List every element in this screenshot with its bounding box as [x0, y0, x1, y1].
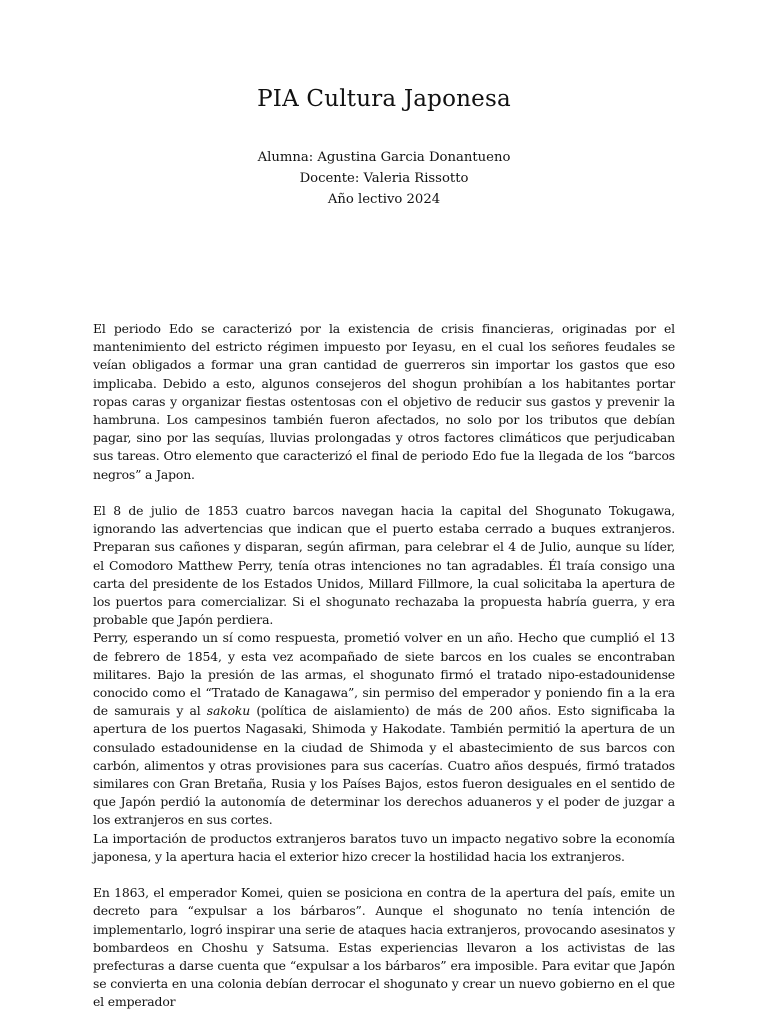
document-meta [0, 147, 768, 210]
paragraph-text-segment: Perry, esperando un sí como respuesta, prometió volver en un año. Hecho que cumplió el 13 de febrero de 1854, y esta vez acompañado de siete barcos en los cuales se encontraban militares. Bajo la presión de las armas, el shogunato firmó el tratado nipo-estadounidense conocido como el “Tratado de Kanagawa”, sin permiso del emperador y poniendo fin a la era de samurais y al [93, 630, 675, 719]
student-name: Alumna: Agustina Garcia Donantueno [257, 150, 511, 165]
paragraph-economic-impact: La importación de productos extranjeros baratos tuvo un impacto negativo sobre la economía japonesa, y la apertura hacia el exterior hizo crecer la hostilidad hacia los extranjeros. [93, 830, 675, 864]
paragraph-edo-period: El periodo Edo se caracterizó por la existencia de crisis financieras, originadas por el mantenimiento del estricto régimen impuesto por Ieyasu, en el cual los señores feudales se veían obligados a formar una gran cantidad de guerreros sin importar los gastos que eso implicaba. Debido a esto, algunos consejeros del shogun prohibían a los habitantes portar ropas caras y organizar fiestas ostentosas con el objetivo de reducir sus gastos y prevenir la hambruna. Los campesinos también fueron afectados, no solo por los tributos que debían pagar, sino por las sequías, lluvias prolongadas y otros factores climáticos que perjudicaban sus tareas. Otro elemento que caracterizó el final de periodo Edo fue la llegada de los “barcos negros” a Japon. [93, 321, 675, 482]
paragraph-emperor-komei: En 1863, el emperador Komei, quien se posiciona en contra de la apertura del país, emite un decreto para “expulsar a los bárbaros”. Aunque el shogunato no tenía intención de implementarlo, logró inspirar una serie de ataques hacia extranjeros, provocando asesinatos y bombardeos en Choshu y Satsuma. Estas experiencias llevaron a los activistas de las prefecturas a darse cuenta que “expulsar a los bárbaros” era imposible. Para evitar que Japón se convierta en una colonia debían derrocar el shogunato y crear un nuevo gobierno en el que el emperador [93, 885, 675, 1010]
school-year: Año lectivo 2024 [327, 192, 441, 207]
document-body [93, 320, 675, 1030]
paragraph-kanagawa-treaty [93, 629, 675, 829]
document-title: PIA Cultura Japonesa [257, 86, 511, 112]
paragraph-text-segment: (política de aislamiento) de más de 200 años. Esto significaba la apertura de los puertos Nagasaki, Shimoda y Hakodate. También permitió la apertura de un consulado estadounidense en la ciudad de Shimoda y el abastecimiento de sus barcos con carbón, alimentos y otras provisiones para sus cacerías. Cuatro años después, firmó tratados similares con Gran Bretaña, Rusia y los Países Bajos, estos fueron desiguales en el sentido de que Japón perdió la autonomía de determinar los derechos aduaneros y el poder de juzgar a los extranjeros en sus cortes. [93, 703, 675, 828]
sakoku-term: sakoku [206, 703, 251, 719]
paragraph-black-ships: El 8 de julio de 1853 cuatro barcos navegan hacia la capital del Shogunato Tokugawa, ignorando las advertencias que indican que el puerto estaba cerrado a buques extranjeros. Preparan sus cañones y disparan, según afirman, para celebrar el 4 de Julio, aunque su líder, el Comodoro Matthew Perry, tenía otras intenciones no tan agradables. Él traía consigo una carta del presidente de los Estados Unidos, Millard Fillmore, la cual solicitaba la apertura de los puertos para comercializar. Si el shogunato rechazaba la propuesta habría guerra, y era probable que Japón perdiera. [93, 503, 675, 628]
teacher-name: Docente: Valeria Rissotto [299, 171, 469, 186]
